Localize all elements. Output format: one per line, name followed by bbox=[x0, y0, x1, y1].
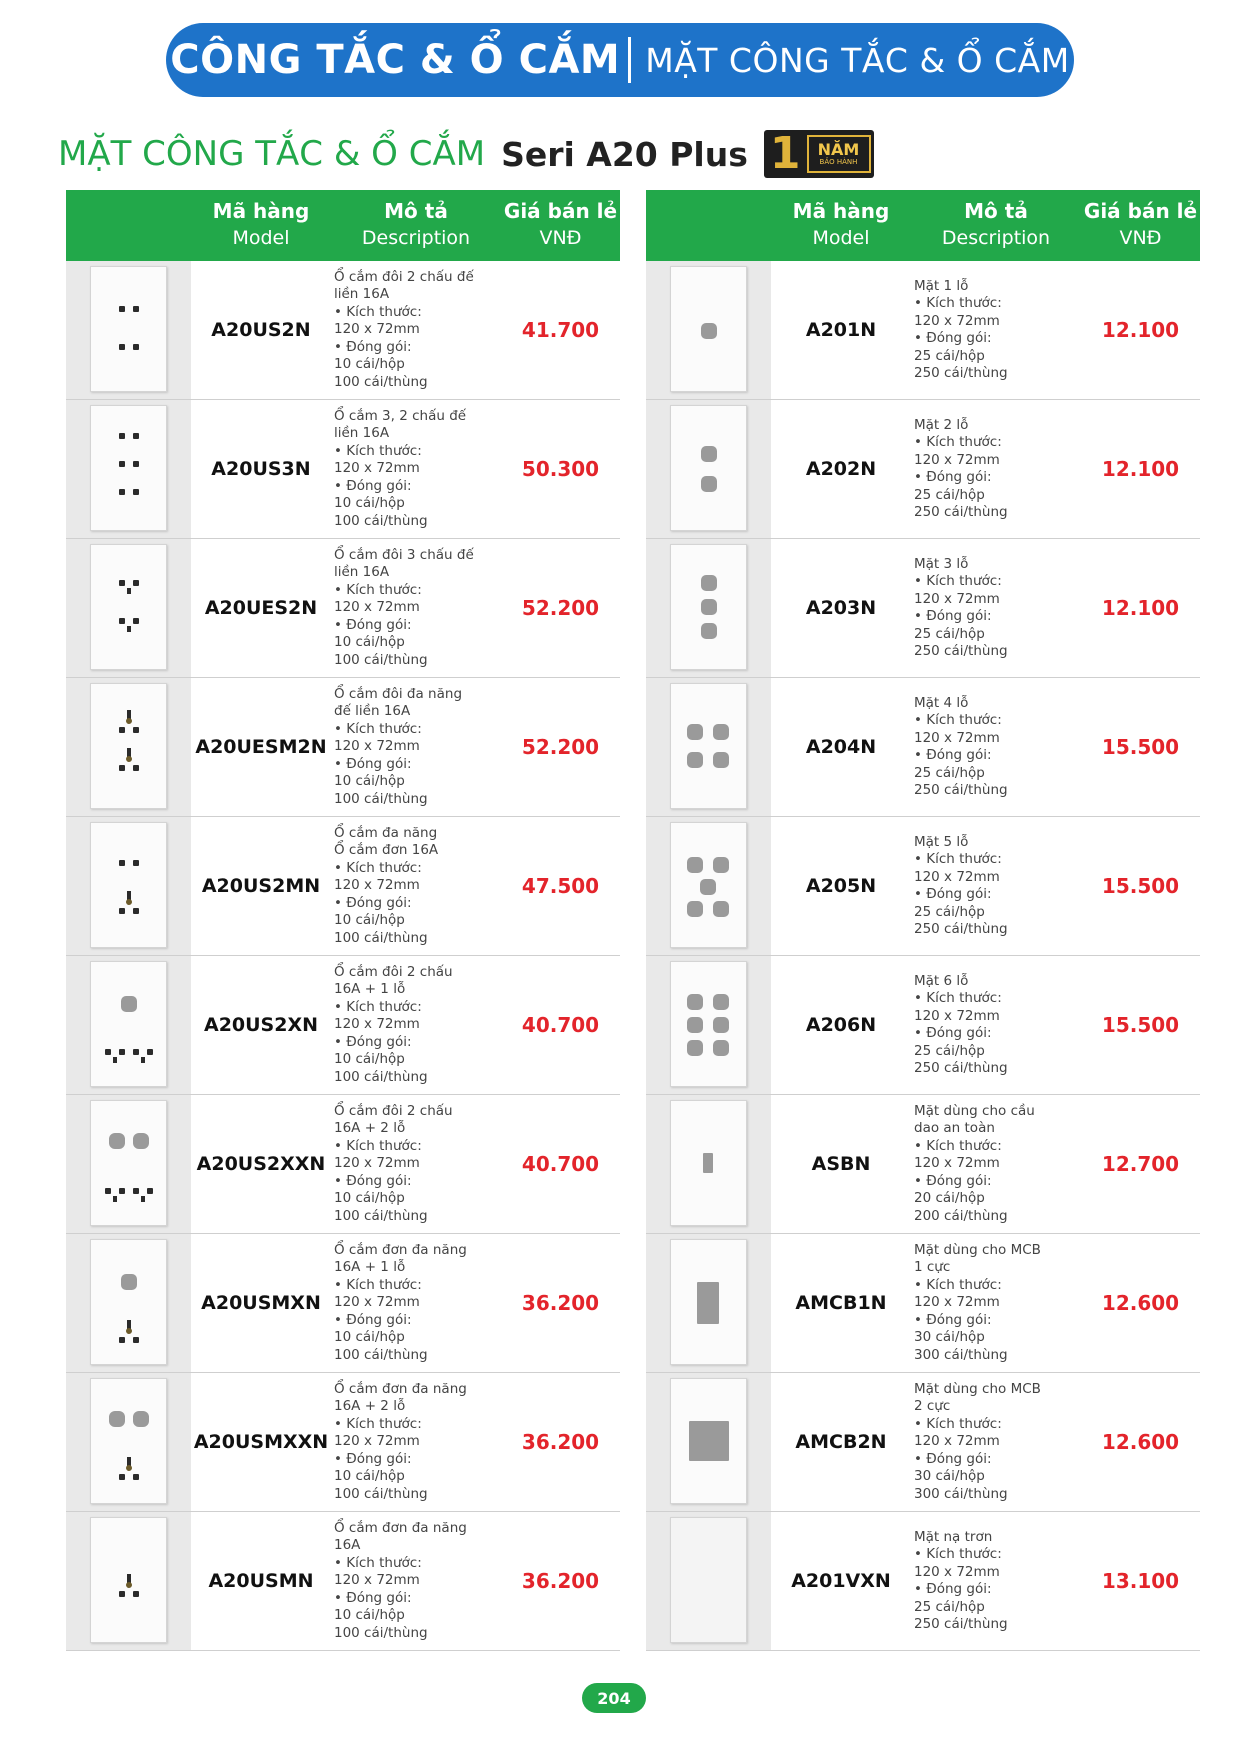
product-image bbox=[66, 1234, 191, 1372]
product-model: A20USMN bbox=[208, 1570, 314, 1592]
product-price: 52.200 bbox=[521, 735, 600, 759]
product-image bbox=[646, 1234, 771, 1372]
product-description bbox=[334, 400, 501, 538]
product-description bbox=[914, 817, 1081, 955]
warranty-word: NĂM bbox=[817, 140, 860, 159]
header-title-light: MẶT CÔNG TẮC & Ổ CẮM bbox=[645, 40, 1070, 80]
table-header bbox=[646, 190, 1200, 261]
product-image bbox=[646, 817, 771, 955]
table-row bbox=[646, 817, 1200, 956]
product-price: 12.600 bbox=[1101, 1430, 1180, 1454]
product-table-left bbox=[66, 190, 620, 1651]
header-divider bbox=[628, 37, 631, 83]
product-description-text: Ổ cắm đôi 2 chấu đế liền 16A • Kích thước: 120 x 72mm • Đóng gói: 10 cái/hộp 100 cái/thùng bbox=[334, 268, 474, 390]
product-description bbox=[914, 1095, 1081, 1233]
product-model: A20US2N bbox=[211, 319, 311, 341]
header-model-en: Model bbox=[812, 227, 870, 249]
product-description bbox=[334, 956, 501, 1094]
product-description bbox=[914, 1234, 1081, 1372]
product-price: 12.100 bbox=[1101, 596, 1180, 620]
product-price: 47.500 bbox=[521, 874, 600, 898]
product-description-text: Ổ cắm đôi 2 chấu 16A + 1 lỗ • Kích thước: 120 x 72mm • Đóng gói: 10 cái/hộp 100 cái/thùng bbox=[334, 963, 453, 1085]
product-price: 12.700 bbox=[1101, 1152, 1180, 1176]
product-description-text: Mặt 1 lỗ • Kích thước: 120 x 72mm • Đóng gói: 25 cái/hộp 250 cái/thùng bbox=[914, 277, 1008, 381]
product-model: A20US3N bbox=[211, 458, 311, 480]
product-model: A20UESM2N bbox=[195, 736, 327, 758]
table-row bbox=[646, 539, 1200, 678]
table-row bbox=[66, 678, 620, 817]
header-price-en: VNĐ bbox=[539, 227, 582, 249]
product-description-text: Mặt dùng cho MCB 2 cực • Kích thước: 120 x 72mm • Đóng gói: 30 cái/hộp 300 cái/thùng bbox=[914, 1380, 1041, 1502]
product-description-text: Mặt 2 lỗ • Kích thước: 120 x 72mm • Đóng gói: 25 cái/hộp 250 cái/thùng bbox=[914, 416, 1008, 520]
product-price: 50.300 bbox=[521, 457, 600, 481]
product-image bbox=[66, 1512, 191, 1650]
header-title-bold: CÔNG TẮC & Ổ CẮM bbox=[170, 37, 621, 83]
product-price: 12.100 bbox=[1101, 457, 1180, 481]
product-image bbox=[646, 956, 771, 1094]
universal-socket-2hole-icon bbox=[90, 1378, 167, 1504]
product-table-right bbox=[646, 190, 1200, 1651]
table-row bbox=[646, 678, 1200, 817]
product-description-text: Ổ cắm đa năng Ổ cắm đơn 16A • Kích thước: 120 x 72mm • Đóng gói: 10 cái/hộp 100 cái/thùng bbox=[334, 824, 439, 946]
product-description bbox=[914, 1373, 1081, 1511]
product-price: 36.200 bbox=[521, 1430, 600, 1454]
product-price: 15.500 bbox=[1101, 874, 1180, 898]
header-model-vi: Mã hàng bbox=[792, 199, 890, 223]
product-model: A20US2MN bbox=[201, 875, 321, 897]
product-model: A201VXN bbox=[791, 1570, 891, 1592]
product-description bbox=[914, 678, 1081, 816]
product-price: 12.100 bbox=[1101, 318, 1180, 342]
product-image bbox=[66, 1095, 191, 1233]
table-row bbox=[66, 1373, 620, 1512]
warranty-number: 1 bbox=[769, 128, 801, 179]
product-image bbox=[646, 261, 771, 399]
plate-mcb-2pole-icon bbox=[670, 1378, 747, 1504]
table-row bbox=[66, 817, 620, 956]
product-price: 36.200 bbox=[521, 1291, 600, 1315]
product-model: A20UES2N bbox=[204, 597, 318, 619]
product-image bbox=[66, 400, 191, 538]
product-description bbox=[334, 817, 501, 955]
product-description-text: Ổ cắm đơn đa năng 16A + 1 lỗ • Kích thước: 120 x 72mm • Đóng gói: 10 cái/hộp 100 cái/thùng bbox=[334, 1241, 467, 1363]
product-description-text: Mặt dùng cho MCB 1 cực • Kích thước: 120 x 72mm • Đóng gói: 30 cái/hộp 300 cái/thùng bbox=[914, 1241, 1041, 1363]
header-price-vi: Giá bán lẻ bbox=[503, 199, 618, 223]
plate-4-hole-icon bbox=[670, 683, 747, 809]
header-price-vi: Giá bán lẻ bbox=[1083, 199, 1198, 223]
product-model: A204N bbox=[805, 736, 877, 758]
product-description-text: Ổ cắm đơn đa năng 16A + 2 lỗ • Kích thước: 120 x 72mm • Đóng gói: 10 cái/hộp 100 cái/thùng bbox=[334, 1380, 467, 1502]
product-model: A20USMXXN bbox=[193, 1431, 329, 1453]
plate-safety-breaker-icon bbox=[670, 1100, 747, 1226]
product-description bbox=[334, 1512, 501, 1650]
triple-2pin-socket-icon bbox=[90, 405, 167, 531]
double-2pin-socket-icon bbox=[90, 266, 167, 392]
product-price: 40.700 bbox=[521, 1152, 600, 1176]
header-price bbox=[501, 198, 620, 252]
double-universal-socket-icon bbox=[90, 683, 167, 809]
product-price: 41.700 bbox=[521, 318, 600, 342]
header-description bbox=[331, 198, 501, 252]
plate-6-hole-icon bbox=[670, 961, 747, 1087]
product-price: 15.500 bbox=[1101, 1013, 1180, 1037]
plate-1-hole-icon bbox=[670, 266, 747, 392]
product-image bbox=[66, 1373, 191, 1511]
header-desc-vi: Mô tả bbox=[964, 199, 1028, 223]
header-price bbox=[1081, 198, 1200, 252]
table-row bbox=[66, 1095, 620, 1234]
product-price: 52.200 bbox=[521, 596, 600, 620]
product-model: A203N bbox=[805, 597, 877, 619]
table-row bbox=[646, 1095, 1200, 1234]
table-row bbox=[66, 261, 620, 400]
product-description-text: Ổ cắm đôi 2 chấu 16A + 2 lỗ • Kích thước: 120 x 72mm • Đóng gói: 10 cái/hộp 100 cái/thùng bbox=[334, 1102, 453, 1224]
product-image bbox=[646, 400, 771, 538]
product-description bbox=[334, 1095, 501, 1233]
product-description-text: Ổ cắm đôi đa năng đế liền 16A • Kích thước: 120 x 72mm • Đóng gói: 10 cái/hộp 100 cái/thùng bbox=[334, 685, 463, 807]
table-row bbox=[66, 1512, 620, 1651]
product-model: A206N bbox=[805, 1014, 877, 1036]
table-row bbox=[646, 261, 1200, 400]
product-description-text: Ổ cắm 3, 2 chấu đế liền 16A • Kích thước: 120 x 72mm • Đóng gói: 10 cái/hộp 100 cái/thùng bbox=[334, 407, 467, 529]
product-image bbox=[646, 539, 771, 677]
product-model: A202N bbox=[805, 458, 877, 480]
table-body bbox=[646, 261, 1200, 1651]
product-price: 12.600 bbox=[1101, 1291, 1180, 1315]
product-description-text: Mặt 4 lỗ • Kích thước: 120 x 72mm • Đóng gói: 25 cái/hộp 250 cái/thùng bbox=[914, 694, 1008, 798]
product-description bbox=[334, 539, 501, 677]
table-row bbox=[646, 400, 1200, 539]
product-model: A20USMXN bbox=[201, 1292, 321, 1314]
product-description-text: Mặt dùng cho cầu dao an toàn • Kích thước: 120 x 72mm • Đóng gói: 20 cái/hộp 200 cái/thùng bbox=[914, 1102, 1035, 1224]
product-image bbox=[646, 1373, 771, 1511]
header-model-vi: Mã hàng bbox=[212, 199, 310, 223]
product-image bbox=[646, 1512, 771, 1650]
product-description bbox=[914, 261, 1081, 399]
warranty-label-box bbox=[807, 135, 871, 173]
product-model: A20US2XN bbox=[203, 1014, 319, 1036]
table-header bbox=[66, 190, 620, 261]
series-title: Seri A20 Plus bbox=[501, 134, 748, 174]
header-model-en: Model bbox=[232, 227, 290, 249]
header-model bbox=[191, 198, 331, 252]
product-image bbox=[66, 261, 191, 399]
product-description bbox=[334, 1234, 501, 1372]
product-description bbox=[914, 539, 1081, 677]
double-3pin-socket-icon bbox=[90, 544, 167, 670]
warranty-sub: BẢO HÀNH bbox=[819, 158, 858, 166]
product-model: ASBN bbox=[811, 1153, 871, 1175]
product-description-text: Ổ cắm đơn đa năng 16A • Kích thước: 120 x 72mm • Đóng gói: 10 cái/hộp 100 cái/thùng bbox=[334, 1519, 467, 1641]
product-price: 40.700 bbox=[521, 1013, 600, 1037]
universal-socket-icon bbox=[90, 1517, 167, 1643]
product-image bbox=[66, 956, 191, 1094]
page-header-banner bbox=[166, 23, 1074, 97]
header-description bbox=[911, 198, 1081, 252]
product-description-text: Mặt nạ trơn • Kích thước: 120 x 72mm • Đóng gói: 25 cái/hộp 250 cái/thùng bbox=[914, 1528, 1008, 1632]
plate-mcb-1pole-icon bbox=[670, 1239, 747, 1365]
page-number: 204 bbox=[582, 1683, 646, 1713]
plate-2-hole-icon bbox=[670, 405, 747, 531]
header-model bbox=[771, 198, 911, 252]
product-description-text: Ổ cắm đôi 3 chấu đế liền 16A • Kích thước: 120 x 72mm • Đóng gói: 10 cái/hộp 100 cái/thùng bbox=[334, 546, 474, 668]
product-price: 36.200 bbox=[521, 1569, 600, 1593]
product-description bbox=[334, 1373, 501, 1511]
product-image bbox=[646, 678, 771, 816]
table-row bbox=[66, 539, 620, 678]
product-image bbox=[646, 1095, 771, 1233]
table-row bbox=[646, 956, 1200, 1095]
product-image bbox=[66, 539, 191, 677]
header-desc-vi: Mô tả bbox=[384, 199, 448, 223]
product-model: A205N bbox=[805, 875, 877, 897]
double-socket-2hole-icon bbox=[90, 1100, 167, 1226]
warranty-badge bbox=[764, 130, 874, 178]
header-desc-en: Description bbox=[941, 227, 1051, 249]
product-description-text: Mặt 3 lỗ • Kích thước: 120 x 72mm • Đóng gói: 25 cái/hộp 250 cái/thùng bbox=[914, 555, 1008, 659]
table-row bbox=[646, 1512, 1200, 1651]
plate-5-hole-icon bbox=[670, 822, 747, 948]
table-row bbox=[646, 1373, 1200, 1512]
product-description bbox=[334, 261, 501, 399]
table-row bbox=[646, 1234, 1200, 1373]
section-subtitle bbox=[58, 126, 874, 182]
product-model: A20US2XXN bbox=[196, 1153, 326, 1175]
product-description bbox=[914, 1512, 1081, 1650]
product-image bbox=[66, 678, 191, 816]
product-price: 15.500 bbox=[1101, 735, 1180, 759]
universal-single-socket-icon bbox=[90, 822, 167, 948]
product-description-text: Mặt 6 lỗ • Kích thước: 120 x 72mm • Đóng gói: 25 cái/hộp 250 cái/thùng bbox=[914, 972, 1008, 1076]
header-desc-en: Description bbox=[361, 227, 471, 249]
product-model: AMCB1N bbox=[795, 1292, 887, 1314]
product-description bbox=[914, 400, 1081, 538]
product-description bbox=[334, 678, 501, 816]
table-row bbox=[66, 1234, 620, 1373]
table-row bbox=[66, 400, 620, 539]
double-socket-1hole-icon bbox=[90, 961, 167, 1087]
header-price-en: VNĐ bbox=[1119, 227, 1162, 249]
category-title: MẶT CÔNG TẮC & Ổ CẮM bbox=[58, 134, 486, 174]
product-description bbox=[914, 956, 1081, 1094]
product-image bbox=[66, 817, 191, 955]
product-model: A201N bbox=[805, 319, 877, 341]
product-model: AMCB2N bbox=[795, 1431, 887, 1453]
table-body bbox=[66, 261, 620, 1651]
plate-blank-icon bbox=[670, 1517, 747, 1643]
product-description-text: Mặt 5 lỗ • Kích thước: 120 x 72mm • Đóng gói: 25 cái/hộp 250 cái/thùng bbox=[914, 833, 1008, 937]
product-price: 13.100 bbox=[1101, 1569, 1180, 1593]
plate-3-hole-icon bbox=[670, 544, 747, 670]
universal-socket-1hole-icon bbox=[90, 1239, 167, 1365]
table-row bbox=[66, 956, 620, 1095]
